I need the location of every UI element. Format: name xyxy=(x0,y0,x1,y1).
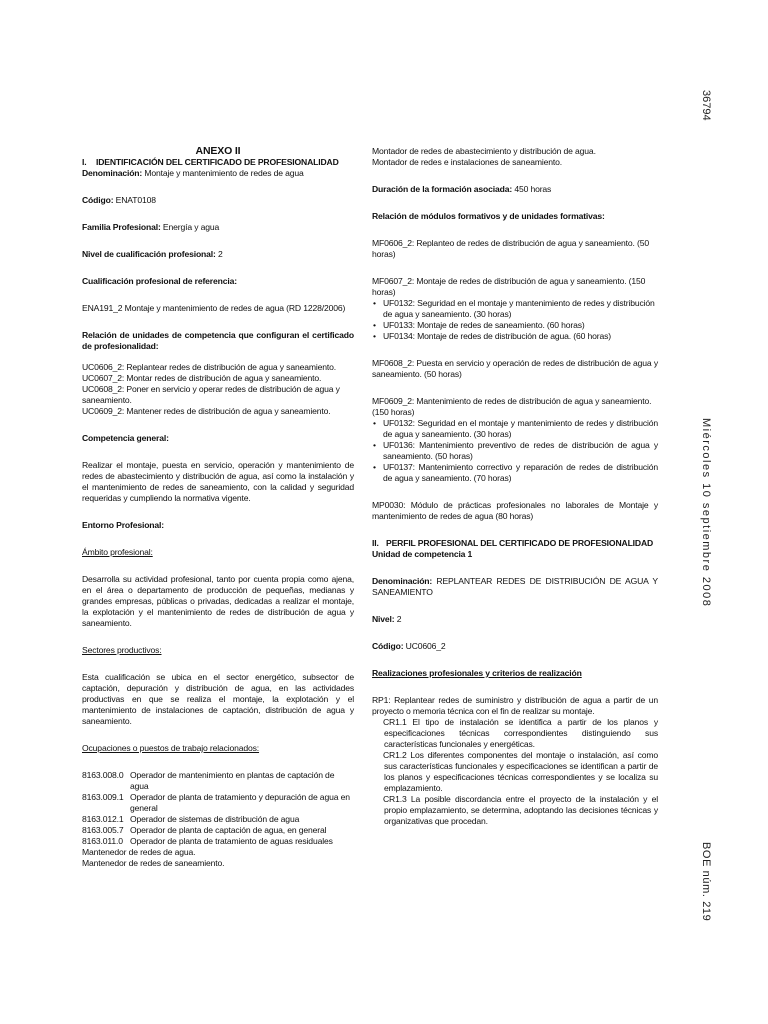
section-1-title: IDENTIFICACIÓN DEL CERTIFICADO DE PROFESIONALIDAD xyxy=(96,157,339,167)
section-1-number: I. xyxy=(82,157,87,167)
publication-date: Miércoles 10 septiembre 2008 xyxy=(700,418,712,608)
sectores-label: Sectores productivos: xyxy=(82,645,162,655)
nivel-cualificacion xyxy=(82,249,354,260)
uc-list xyxy=(82,362,354,417)
uc-codigo-value: UC0606_2 xyxy=(403,641,446,651)
right-column xyxy=(372,146,658,827)
ocupacion-row xyxy=(82,836,354,847)
ocupacion-text: Operador de planta de captación de agua, en general xyxy=(130,825,327,835)
nivel-label: Nivel de cualificación profesional: xyxy=(82,249,216,259)
sectores-text: Esta cualificación se ubica en el sector energético, subsector de captación, depuración y distribución de agua, en las actividades productivas en que se realiza el montaje, la explotación y el mantenimiento de instalaciones de captación, distribución de agua y saneamiento. xyxy=(82,672,354,726)
uc-codigo xyxy=(372,641,658,652)
criteria-item: CR1.2 Los diferentes componentes del montaje o instalación, así como sus características funcionales y especificaciones se identifican a partir de los planos y especificaciones técnicas correspondientes y se localiza su emplazamiento. xyxy=(383,750,658,793)
denominacion-label: Denominación: xyxy=(82,168,143,178)
ambito-text: Desarrolla su actividad profesional, tanto por cuenta propia como ajena, en el área o departamento de producción de pequeñas, medianas y grandes empresas, públicas o privadas, dedicadas a realizar el montaje, la explotación y el mantenimiento de redes de distribución de agua y saneamiento. xyxy=(82,574,354,628)
codigo-label: Código: xyxy=(82,195,114,205)
ocupacion-row xyxy=(82,770,354,792)
annex-title: ANEXO II xyxy=(195,145,241,157)
familia-value: Energía y agua xyxy=(160,222,220,232)
uc-nivel-label: Nivel: xyxy=(372,614,395,624)
uc-denominacion xyxy=(372,576,658,598)
familia-profesional xyxy=(82,222,354,233)
uc-item: UC0609_2: Mantener redes de distribución de agua y saneamiento. xyxy=(82,406,331,416)
unit-item: • UF0134: Montaje de redes de distribución de agua. (60 horas) xyxy=(372,331,658,342)
ocupacion-text: Operador de mantenimiento en plantas de captación de agua xyxy=(130,770,335,791)
unidad-competencia-label: Unidad de competencia 1 xyxy=(372,549,473,559)
ambito-label: Ámbito profesional: xyxy=(82,547,153,557)
familia-label: Familia Profesional: xyxy=(82,222,161,232)
section-1-heading xyxy=(82,157,354,168)
uc-codigo-label: Código: xyxy=(372,641,404,651)
denominacion xyxy=(82,168,354,179)
unit-item: • UF0132: Seguridad en el montaje y mantenimiento de redes y distribución de agua y saneamiento. (30 horas) xyxy=(372,298,658,320)
side-header xyxy=(700,90,714,970)
section-2-title: PERFIL PROFESIONAL DEL CERTIFICADO DE PROFESIONALIDAD xyxy=(386,538,654,548)
module-mf0609: MF0609_2: Mantenimiento de redes de distribución de agua y saneamiento. (150 horas) xyxy=(372,396,652,417)
unit-item: • UF0133: Montaje de redes de saneamiento. (60 horas) xyxy=(372,320,658,331)
ocupacion-code: 8163.005.7 xyxy=(82,825,124,835)
criteria-item: CR1.1 El tipo de instalación se identifica a partir de los planos y especificaciones técnicas correspondientes distinguiendo sus características funcionales y energéticas. xyxy=(383,717,658,749)
montador-item: Montador de redes de abastecimiento y distribución de agua. xyxy=(372,146,596,156)
ocupaciones-label: Ocupaciones o puestos de trabajo relacionados: xyxy=(82,743,260,753)
ocupaciones-list xyxy=(82,770,354,869)
denominacion-value: Montaje y mantenimiento de redes de agua xyxy=(142,168,304,178)
criteria-list xyxy=(372,717,658,827)
duracion-label: Duración de la formación asociada: xyxy=(372,184,513,194)
realizaciones-label: Realizaciones profesionales y criterios de realización xyxy=(372,668,582,678)
ocupacion-code: 8163.012.1 xyxy=(82,814,124,824)
entorno-label: Entorno Profesional: xyxy=(82,520,164,530)
duracion xyxy=(372,184,658,195)
uc-denominacion-label: Denominación: xyxy=(372,576,433,586)
montador-list xyxy=(372,146,658,168)
uc-item: UC0606_2: Replantear redes de distribución de agua y saneamiento. xyxy=(82,362,336,372)
unit-item: • UF0136: Mantenimiento preventivo de redes de distribución de agua y saneamiento. (50 horas) xyxy=(372,440,658,462)
rp1-text: RP1: Replantear redes de suministro y distribución de agua a partir de un proyecto o memoria técnica con el fin de realizar su montaje. xyxy=(372,695,658,716)
module-mf0606: MF0606_2: Replanteo de redes de distribución de agua y saneamiento. (50 horas) xyxy=(372,238,649,259)
ocupacion-code: 8163.008.0 xyxy=(82,770,124,780)
uc-nivel xyxy=(372,614,658,625)
montador-item: Montador de redes e instalaciones de saneamiento. xyxy=(372,157,562,167)
codigo xyxy=(82,195,354,206)
issue-number: BOE núm. 219 xyxy=(700,842,712,922)
unit-item: • UF0137: Mantenimiento correctivo y reparación de redes de distribución de agua y saneamiento. (70 horas) xyxy=(372,462,658,484)
module-mf0608: MF0608_2: Puesta en servicio y operación de redes de distribución de agua y saneamiento. (50 horas) xyxy=(372,358,658,379)
relacion-mf-label: Relación de módulos formativos y de unidades formativas: xyxy=(372,211,605,221)
duracion-value: 450 horas xyxy=(512,184,552,194)
ocupacion-code: 8163.009.1 xyxy=(82,792,124,802)
ocupacion-row xyxy=(82,825,354,836)
ocupacion-row xyxy=(82,792,354,814)
ocupacion-text: Operador de planta de tratamiento de aguas residuales xyxy=(130,836,333,846)
unit-item: • UF0132: Seguridad en el montaje y mantenimiento de redes y distribución de agua y saneamiento. (30 horas) xyxy=(372,418,658,440)
ocupacion-extra: Mantenedor de redes de agua. xyxy=(82,847,196,857)
nivel-value: 2 xyxy=(215,249,223,259)
competencia-label: Competencia general: xyxy=(82,433,169,443)
ocupacion-code: 8163.011.0 xyxy=(82,836,123,846)
section-2-number: II. xyxy=(372,538,379,548)
ocupacion-row xyxy=(82,814,354,825)
codigo-value: ENAT0108 xyxy=(113,195,156,205)
uc-denominacion-value: REPLANTEAR REDES DE DISTRIBUCIÓN DE AGUA Y SANEAMIENTO xyxy=(372,576,658,597)
relacion-uc-label: Relación de unidades de competencia que configuran el certificado de profesionalidad: xyxy=(82,330,354,351)
ocupacion-extra: Mantenedor de redes de saneamiento. xyxy=(82,858,225,868)
mf0607-unit-list xyxy=(372,298,658,342)
criteria-item: CR1.3 La posible discordancia entre el proyecto de la instalación y el propio emplazamiento, se determina, adoptando las decisiones técnicas y organizativas que procedan. xyxy=(383,794,658,826)
page-number: 36794 xyxy=(700,90,712,121)
uc-item: UC0607_2: Montar redes de distribución de agua y saneamiento. xyxy=(82,373,322,383)
ocupacion-text: Operador de planta de tratamiento y depuración de agua en general xyxy=(130,792,350,813)
competencia-text: Realizar el montaje, puesta en servicio, operación y mantenimiento de redes de abastecimiento y distribución de agua, así como la instalación y el mantenimiento de redes de saneamiento, con la calidad y seguridad requeridas y cumpliendo la normativa vigente. xyxy=(82,460,354,503)
uc-nivel-value: 2 xyxy=(394,614,402,624)
uc-item: UC0608_2: Poner en servicio y operar redes de distribución de agua y saneamiento. xyxy=(82,384,340,405)
module-mf0607: MF0607_2: Montaje de redes de distribución de agua y saneamiento. (150 horas) xyxy=(372,276,646,297)
cualificacion-value: ENA191_2 Montaje y mantenimiento de redes de agua (RD 1228/2006) xyxy=(82,303,346,313)
left-column xyxy=(82,146,354,869)
cualificacion-label: Cualificación profesional de referencia: xyxy=(82,276,237,286)
module-mp0030: MP0030: Módulo de prácticas profesionales no laborales de Montaje y mantenimiento de redes de agua (80 horas) xyxy=(372,500,658,521)
section-2-heading xyxy=(372,538,658,549)
ocupacion-text: Operador de sistemas de distribución de agua xyxy=(130,814,300,824)
mf0609-unit-list xyxy=(372,418,658,484)
